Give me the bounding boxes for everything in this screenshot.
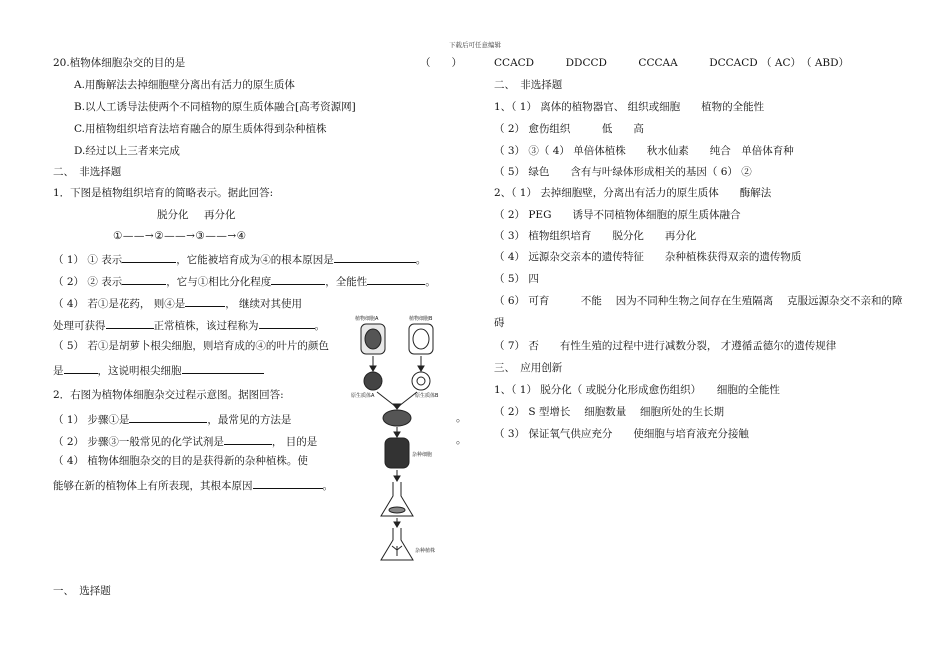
- answer-line: 1、（ 1） 脱分化（ 或脱分化形成愈伤组织） 细胞的全能性: [494, 384, 780, 396]
- stray-dot: 。: [456, 412, 467, 424]
- q1-intro: 1．下图是植物组织培育的简略表示。据此回答:: [53, 187, 274, 199]
- q1-sub5-cont: 是 ，这说明根尖细胞: [53, 362, 264, 378]
- q1-sub2: （ 2） ② 表示 ，它与①相比分化程度 ，全能性 。: [53, 273, 436, 289]
- answer-line: （ 5） 四: [494, 273, 539, 285]
- q1-sub5: （ 5） 若①是胡萝卜根尖细胞，则培育成的④的叶片的颜色: [53, 340, 329, 352]
- label-cell-b: 植物细胞B: [409, 316, 433, 322]
- answer-line: （ 5） 绿色 含有与叶绿体形成相关的基因（ 6） ②: [494, 166, 752, 178]
- answer-line: 二、 非选择题: [494, 79, 563, 91]
- somatic-hybridization-diagram: [345, 310, 475, 565]
- blank: [367, 273, 425, 285]
- label-redifferentiation: 再分化: [204, 209, 236, 221]
- q2-sub4-cont: 能够在新的植物体上有所表现，其根本原因 。: [53, 477, 333, 493]
- blank: [259, 317, 315, 329]
- answer-line: （ 7） 否 有性生殖的过程中进行减数分裂， 才遵循孟德尔的遗传规律: [494, 340, 837, 352]
- answer-line: 1、（ 1） 离体的植物器官、 组织或细胞 植物的全能性: [494, 101, 765, 113]
- q20-option-c: C.用植物组织培育法培育融合的原生质体得到杂种植株: [74, 123, 327, 135]
- label-hybrid-cell: 杂种细胞: [412, 452, 433, 458]
- blank: [253, 477, 323, 489]
- label-cell-a: 植物细胞A: [355, 316, 379, 322]
- hybrid-cell-shape: [385, 438, 409, 468]
- blank: [271, 273, 325, 285]
- stray-dot: 。: [456, 434, 467, 446]
- answer-line: （ 3） 保证氧气供应充分 使细胞与培育液充分接触: [494, 428, 749, 440]
- fusing-cells-shape: [383, 410, 411, 426]
- blank: [106, 317, 154, 329]
- blank: [129, 411, 207, 423]
- blank: [224, 433, 272, 445]
- q20-bracket: （ ）: [420, 57, 462, 69]
- label-protoplast-b: 原生质体B: [415, 393, 439, 399]
- blank: [185, 295, 225, 307]
- q20-option-b: B.以人工诱导法使两个不同植物的原生质体融合[高考资源网]: [74, 101, 356, 113]
- blank: [182, 362, 264, 374]
- answer-line: 三、 应用创新: [494, 362, 563, 374]
- q2-sub2: （ 2） 步骤③一般常见的化学试剂是 ， 目的是: [53, 433, 317, 449]
- answer-line: 2、（ 1） 去掉细胞壁，分离出有活力的原生质体 酶解法: [494, 187, 772, 199]
- blank: [122, 251, 176, 263]
- answer-line: （ 2） 愈伤组织 低 高: [494, 123, 644, 135]
- blank: [64, 362, 98, 374]
- q1-sub1: （ 1） ① 表示 ，它能被培育成为④的根本原因是 。: [53, 251, 426, 267]
- answer-line: （ 3） ③（ 4） 单倍体植株 秋水仙素 纯合 单倍体育种: [494, 145, 794, 157]
- page-header: 下载后可任意编辑: [449, 41, 501, 49]
- label-hybrid-plant: 杂种植株: [415, 548, 436, 554]
- answer-line: 碍: [494, 317, 505, 329]
- cell-a-nucleus: [365, 329, 381, 349]
- q20-stem: 20.植物体细胞杂交的目的是: [53, 57, 186, 69]
- q2-sub1: （ 1） 步骤①是 ，最常见的方法是: [53, 411, 291, 427]
- q1-sub4: （ 4） 若①是花药， 则④是 ， 继续对其使用: [53, 295, 302, 311]
- blank: [122, 273, 166, 285]
- answer-line: （ 6） 可育 不能 因为不同种生物之间存在生殖隔离 克服远源杂交不亲和的障: [494, 295, 903, 307]
- section-2-heading: 二、 非选择题: [53, 166, 122, 178]
- q20-option-d: D.经过以上三者来完成: [74, 145, 180, 157]
- label-dedifferentiation: 脱分化: [157, 209, 189, 221]
- q20-option-a: A.用酶解法去掉细胞壁分离出有活力的原生质体: [74, 79, 295, 91]
- choice-answers: CCACD DDCCD CCCAA DCCACD （ AC） （ ABD）: [494, 57, 850, 69]
- blank: [334, 251, 416, 263]
- answer-line: （ 2） S 型增长 细胞数量 细胞所处的生长期: [494, 406, 725, 418]
- section-1-heading: 一、 选择题: [53, 585, 111, 597]
- q1-sub4-cont: 处理可获得 正常植株，该过程称为 。: [53, 317, 325, 333]
- answer-line: （ 3） 植物组织培育 脱分化 再分化: [494, 230, 697, 242]
- answer-line: （ 2） PEG 诱导不同植物体细胞的原生质体融合: [494, 209, 741, 221]
- label-protoplast-a: 原生质体A: [351, 393, 375, 399]
- protoplast-a-shape: [364, 372, 382, 390]
- q1-flow: ①——→②——→③——→④: [113, 230, 247, 242]
- answer-line: （ 4） 远源杂交亲本的遗传特征 杂种植株获得双亲的遗传物质: [494, 251, 802, 263]
- q2-sub4: （ 4） 植物体细胞杂交的目的是获得新的杂种植株。使: [53, 455, 308, 467]
- q2-intro: 2．右图为植物体细胞杂交过程示意图。据图回答:: [53, 389, 284, 401]
- cell-b-nucleus: [413, 329, 429, 349]
